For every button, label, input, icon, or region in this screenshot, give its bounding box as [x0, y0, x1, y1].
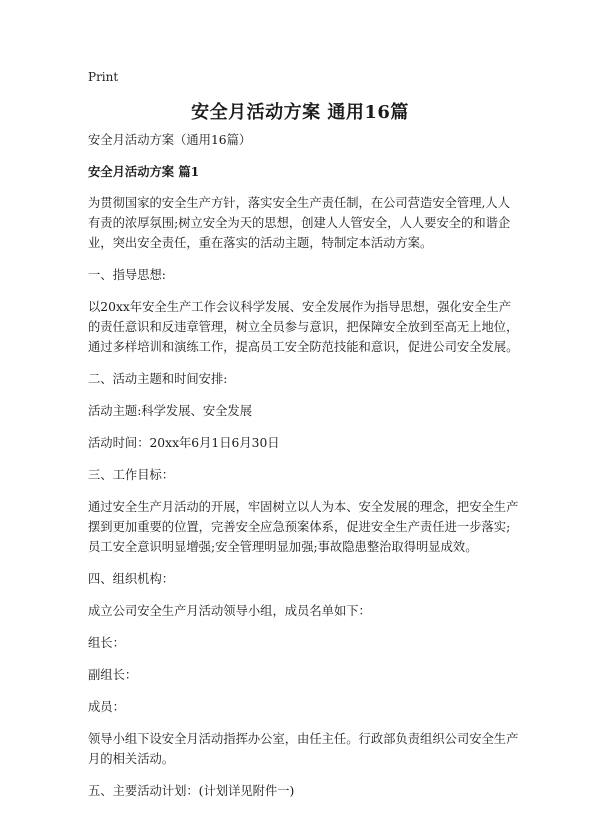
heading-theme-schedule: 二、活动主题和时间安排: — [88, 372, 228, 386]
print-link[interactable]: Print — [88, 70, 119, 84]
deputy-leader-line: 副组长： — [88, 668, 138, 682]
activity-theme-line: 活动主题:科学发展、安全发展 — [88, 404, 253, 418]
members-line: 成员： — [88, 700, 125, 714]
activity-time-line: 活动时间：20xx年6月1日6月30日 — [88, 436, 280, 450]
document-subtitle: 安全月活动方案（通用16篇） — [88, 133, 252, 147]
heading-organization: 四、组织机构： — [88, 572, 175, 586]
document-title: 安全月活动方案 通用16篇 — [191, 102, 409, 123]
organization-paragraph: 成立公司安全生产月活动领导小组，成员名单如下： — [88, 604, 371, 618]
heading-guiding-ideology: 一、指导思想: — [88, 268, 166, 282]
team-leader-line: 组长： — [88, 636, 125, 650]
intro-paragraph: 为贯彻国家的安全生产方针，落实安全生产责任制，在公司营造安全管理,人人有责的浓厚氛围;树立安全为天的思想，创建人人管安全，人人要安全的和谐企业，突出安全责任，重在落实的活动主题，特制定本活动方案。 — [88, 196, 511, 250]
heading-activity-plan: 五、主要活动计划：(计划详见附件一) — [88, 784, 295, 798]
section-heading: 安全月活动方案 篇1 — [88, 164, 200, 179]
work-goals-paragraph: 通过安全生产月活动的开展，牢固树立以人为本、安全发展的理念，把安全生产摆到更加重要的位置，完善安全应急预案体系，促进安全生产责任进一步落实;员工安全意识明显增强;安全管理明显加强;事故隐患整治取得明显成效。 — [88, 500, 519, 554]
office-paragraph: 领导小组下设安全月活动指挥办公室，由任主任。行政部负责组织公司安全生产月的相关活动。 — [88, 732, 519, 766]
document-body — [88, 130, 520, 813]
heading-work-goals: 三、工作目标： — [88, 468, 175, 482]
guiding-ideology-paragraph: 以20xx年安全生产工作会议科学发展、安全发展作为指导思想，强化安全生产的责任意识和反违章管理，树立全员参与意识，把保障安全放到至高无上地位，通过多样培训和演练工作，提高员工安全防范技能和意识，促进公司安全发展。 — [88, 300, 519, 354]
